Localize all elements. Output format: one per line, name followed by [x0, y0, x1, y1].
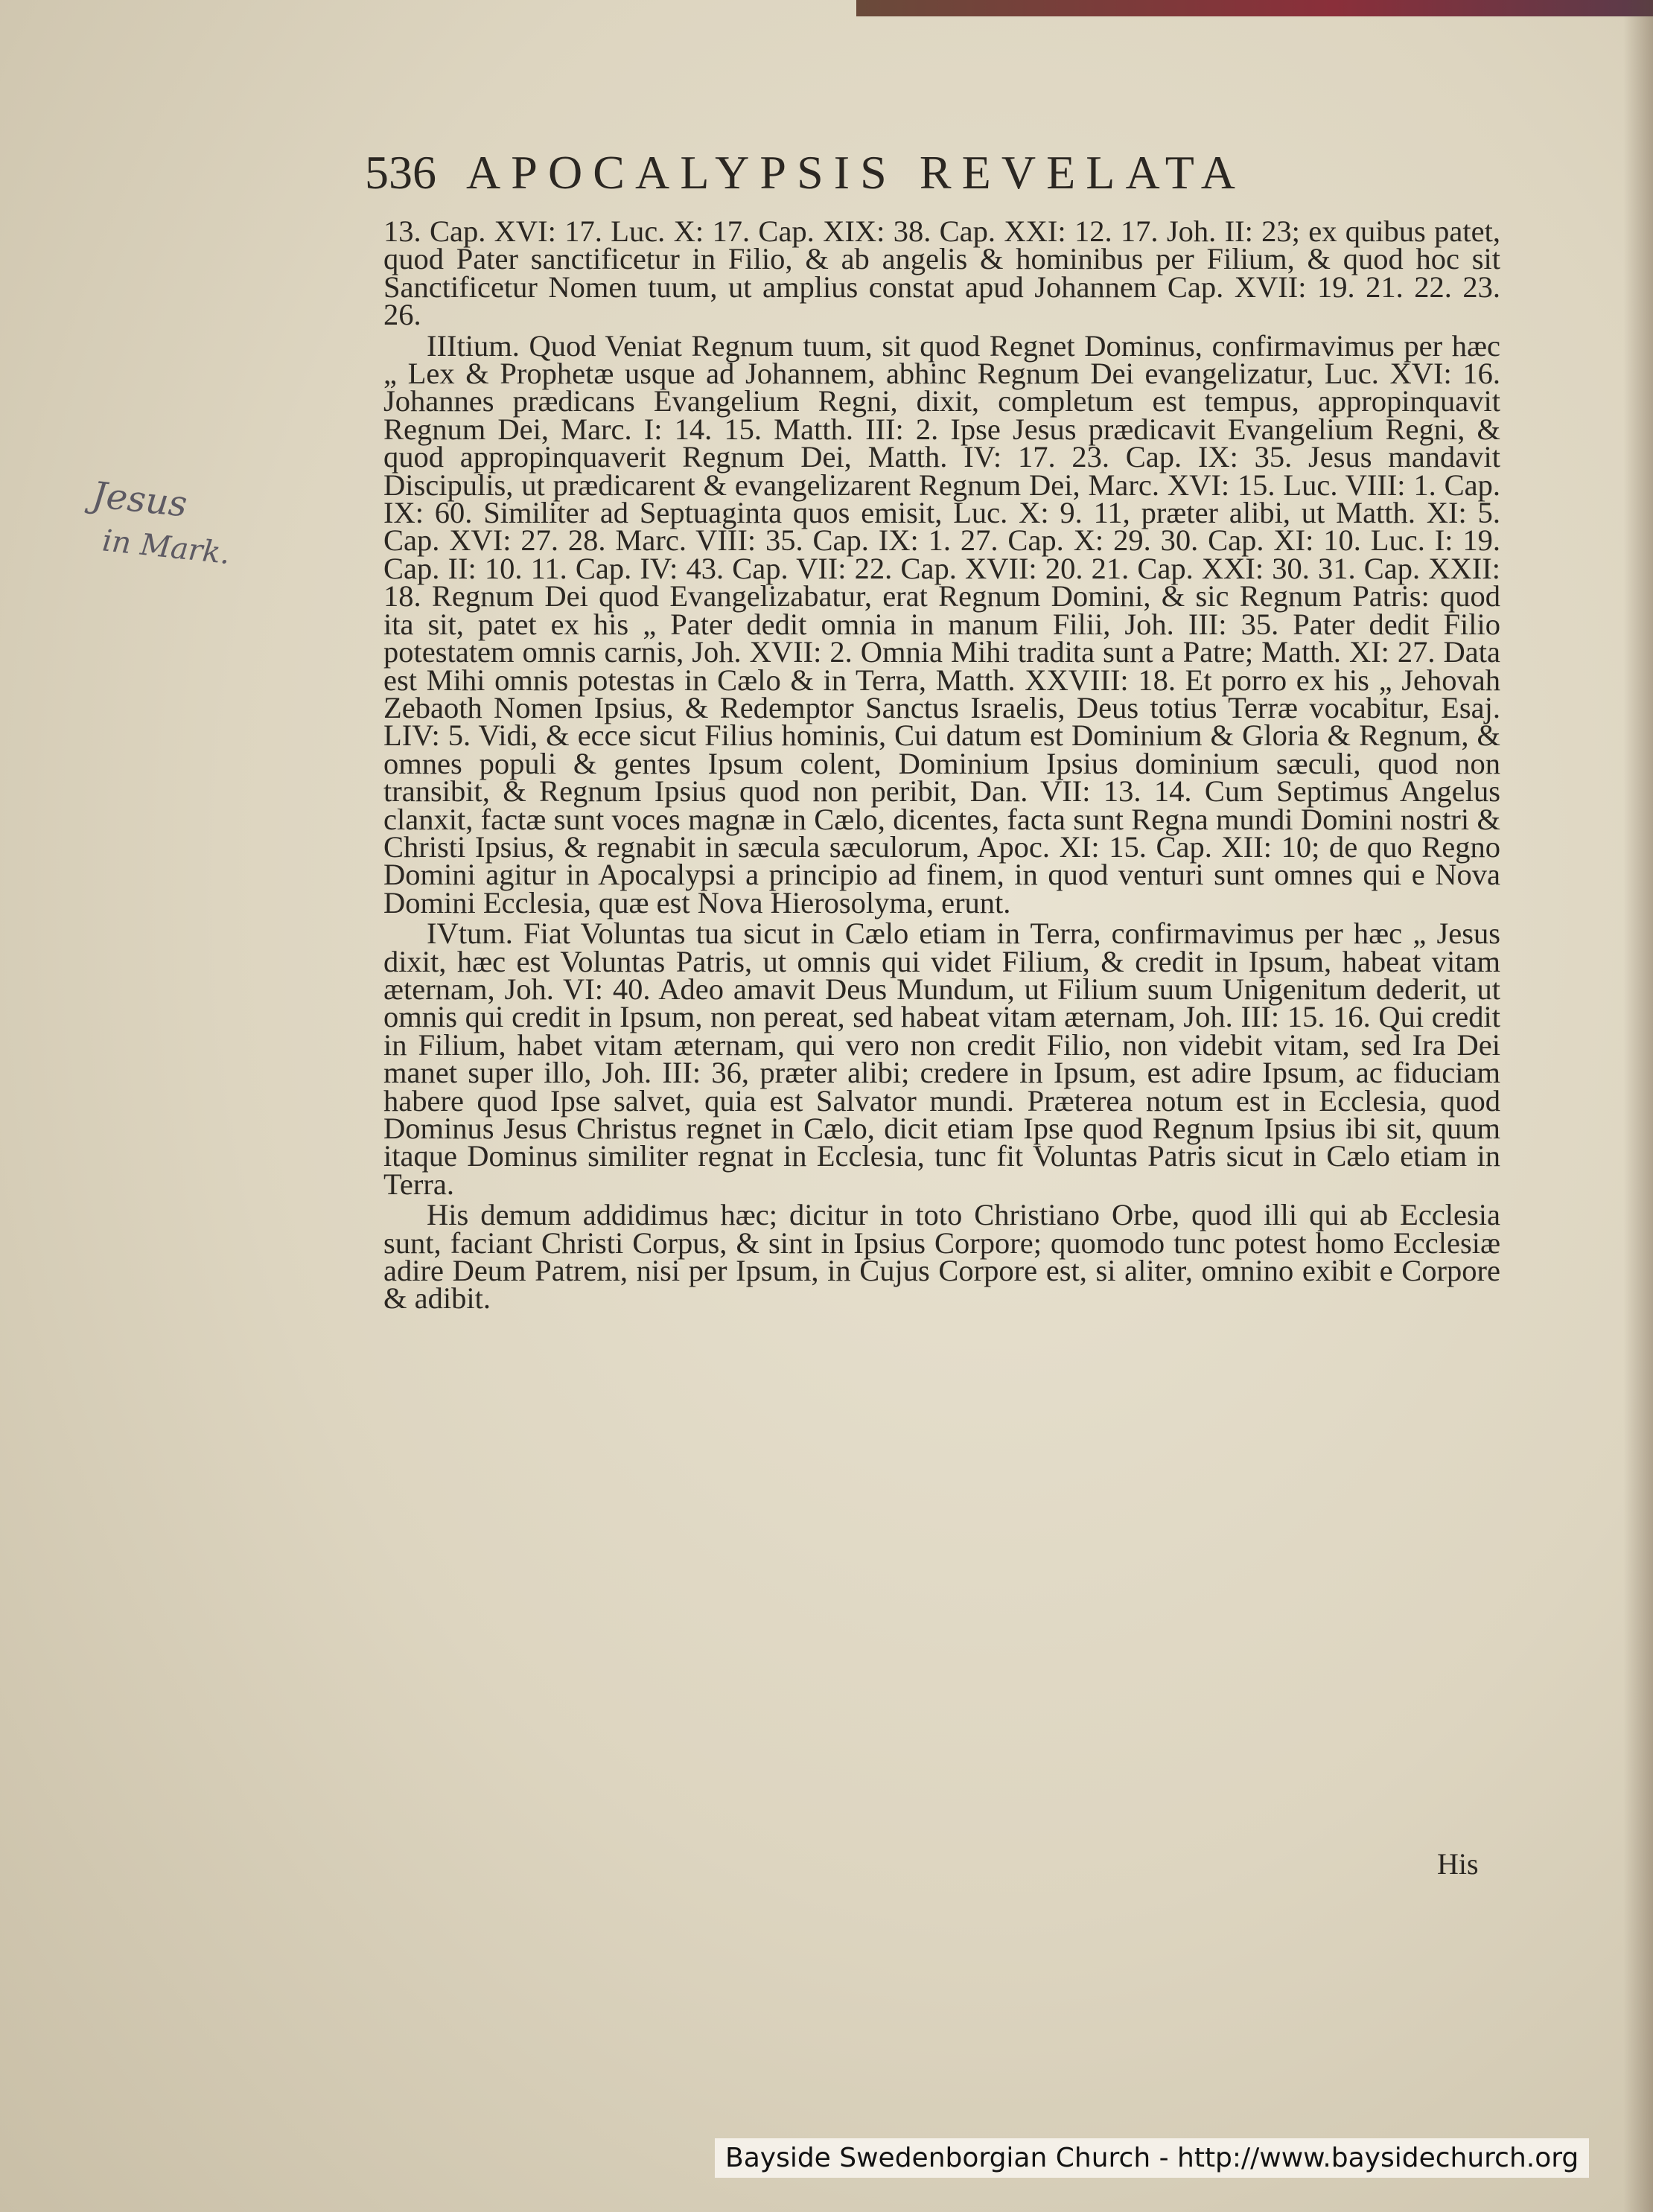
- footer-watermark: Bayside Swedenborgian Church - http://www.baysidechurch.org: [715, 2138, 1589, 2178]
- page-number: 536: [365, 146, 436, 199]
- page-top-edge: [856, 0, 1653, 16]
- body-text: [383, 214, 1500, 1316]
- margin-note-line-1: Jesus: [90, 474, 190, 526]
- handwritten-margin-note: [86, 473, 317, 585]
- running-title: APOCALYPSIS REVELATA: [466, 146, 1246, 199]
- catchword: His: [1437, 1847, 1479, 1881]
- running-header: [365, 145, 1437, 205]
- paragraph-fourth-petition: IVtum. Fiat Voluntas tua sicut in Cælo etiam in Terra, confirmavimus per hæc „ Jesus dixit, hæc est Voluntas Patris, ut omnis qui videt Filium, & credit in Ipsum, habeat vitam æternam, Joh. VI: 40. Adeo amavit Deus Mundum, ut Filium suum Unigenitum dederit, ut omnis qui credit in Ipsum, non pereat, sed habeat vitam æternam, Joh. III: 15. 16. Qui credit in Filium, habet vitam æternam, qui vero non credit Filio, non videbit vitam, sed Ira Dei manet super illo, Joh. III: 36, præter alibi; credere in Ipsum, est adire Ipsum, ac fiduciam habere quod Ipse salvet, quia est Salvator mundi. Præterea notum est in Ecclesia, quod Dominus Jesus Christus regnet in Cælo, dicit etiam Ipse quod Regnum Ipsius ibi sit, quum itaque Dominus similiter regnat in Ecclesia, tunc fit Voluntas Patris sicut in Cælo etiam in Terra.: [383, 917, 1500, 1201]
- page-gutter-shadow: [1623, 0, 1653, 2212]
- paragraph-conclusion: His demum addidimus hæc; dicitur in toto Christiano Orbe, quod illi qui ab Ecclesia sunt, faciant Christi Corpus, & sint in Ipsius Corpore; quomodo tunc potest homo Ecclesiæ adire Deum Patrem, nisi per Ipsum, in Cujus Corpore est, si aliter, omnino exibit e Corpore & adibit.: [383, 1198, 1500, 1316]
- margin-note-line-2: in Mark.: [101, 523, 232, 572]
- paragraph-continuation: 13. Cap. XVI: 17. Luc. X: 17. Cap. XIX: 38. Cap. XXI: 12. 17. Joh. II: 23; ex quibus patet, quod Pater sanctificetur in Filio, & ab angelis & hominibus per Filium, & quod hoc sit Sanctificetur Nomen tuum, ut amplius constat apud Johannem Cap. XVII: 19. 21. 22. 23. 26.: [383, 214, 1500, 332]
- paragraph-third-petition: IIItium. Quod Veniat Regnum tuum, sit quod Regnet Dominus, confirmavimus per hæc „ Lex & Prophetæ usque ad Johannem, abhinc Regnum Dei evangelizatur, Luc. XVI: 16. Johannes prædicans Evangelium Regni, dixit, completum est tempus, appropinquavit Regnum Dei, Marc. I: 14. 15. Matth. III: 2. Ipse Jesus prædicavit Evangelium Regni, & quod appropinquaverit Regnum Dei, Matth. IV: 17. 23. Cap. IX: 35. Jesus mandavit Discipulis, ut prædicarent & evangelizarent Regnum Dei, Marc. XVI: 15. Luc. VIII: 1. Cap. IX: 60. Similiter ad Septuaginta quos emisit, Luc. X: 9. 11, præter alibi, ut Matth. XI: 5. Cap. XVI: 27. 28. Marc. VIII: 35. Cap. IX: 1. 27. Cap. X: 29. 30. Cap. XI: 10. Luc. I: 19. Cap. II: 10. 11. Cap. IV: 43. Cap. VII: 22. Cap. XVII: 20. 21. Cap. XXI: 30. 31. Cap. XXII: 18. Regnum Dei quod Evangelizabatur, erat Regnum Domini, & sic Regnum Patris: quod ita sit, patet ex his „ Pater dedit omnia in manum Filii, Joh. III: 35. Pater dedit Filio potestatem omnis carnis, Joh. XVII: 2. Omnia Mihi tradita sunt a Patre; Matth. XI: 27. Data est Mihi omnis potestas in Cælo & in Terra, Matth. XXVIII: 18. Et porro ex his „ Jehovah Zebaoth Nomen Ipsius, & Redemptor Sanctus Israelis, Deus totius Terræ vocabitur, Esaj. LIV: 5. Vidi, & ecce sicut Filius hominis, Cui datum est Dominium & Gloria & Regnum, & omnes populi & gentes Ipsum colent, Dominium Ipsius dominium sæculi, quod non transibit, & Regnum Ipsius quod non peribit, Dan. VII: 13. 14. Cum Septimus Angelus clanxit, factæ sunt voces magnæ in Cælo, dicentes, facta sunt Regna mundi Domini nostri & Christi Ipsius, & regnabit in sæcula sæculorum, Apoc. XI: 15. Cap. XII: 10; de quo Regno Domini agitur in Apocalypsi a principio ad finem, in quod venturi sunt omnes qui e Nova Domini Ecclesia, quæ est Nova Hierosolyma, erunt.: [383, 328, 1500, 919]
